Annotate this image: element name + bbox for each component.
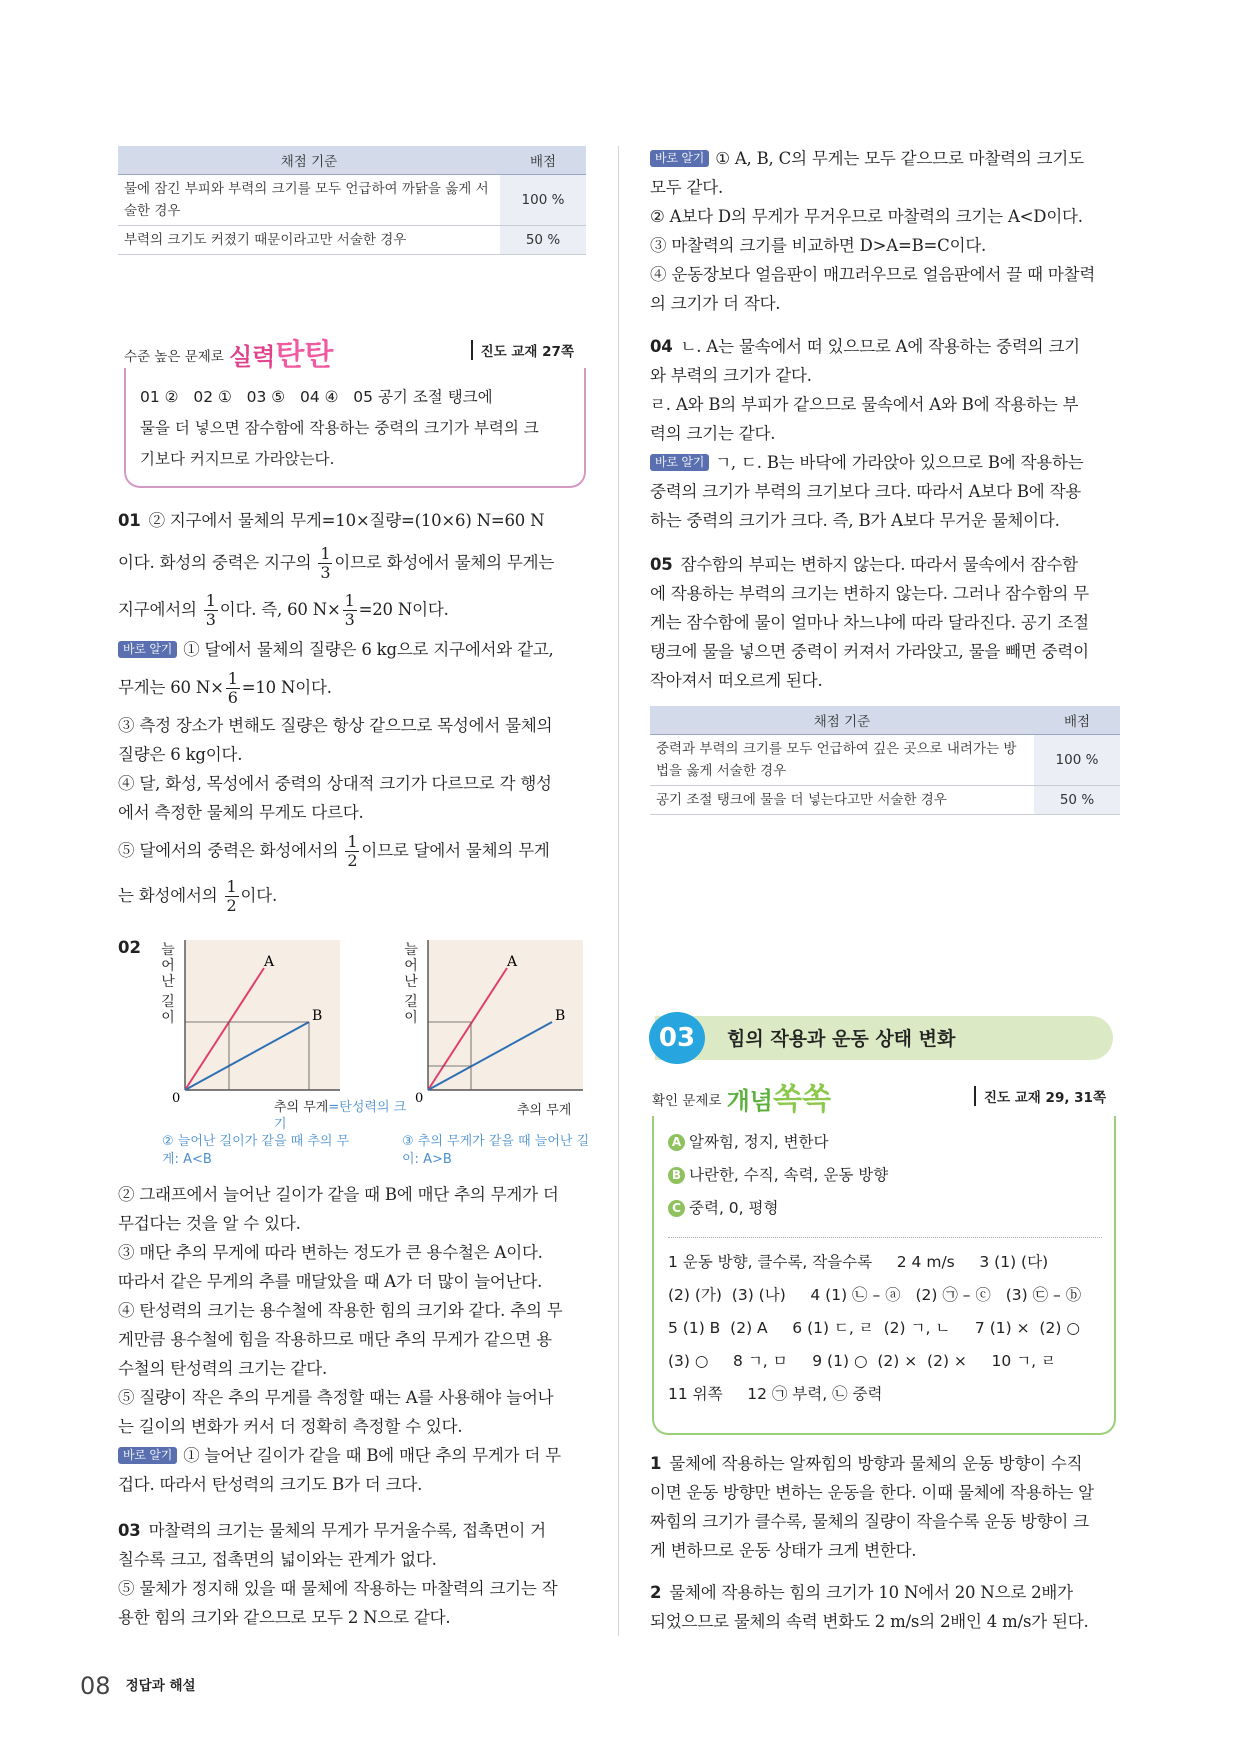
- answer-row: (3) ○ 8 ㄱ, ㅁ 9 (1) ○ (2) × (2) × 10 ㄱ, ㄹ: [668, 1352, 1056, 1370]
- text-line: 칠수록 크고, 접촉면의 넓이와는 관계가 없다.: [118, 1550, 437, 1569]
- text-line: 는 길이의 변화가 커서 더 정확히 측정할 수 있다.: [118, 1417, 463, 1436]
- text-line: 무게는 60 N×: [118, 678, 224, 697]
- section-badge: 03: [649, 1012, 705, 1064]
- text-line: 게만큼 용수철에 힘을 작용하므로 매단 추의 무게가 같으면 용: [118, 1330, 552, 1349]
- text-line: 수철의 탄성력의 크기는 같다.: [118, 1359, 328, 1378]
- correction-tag: 바로 알기: [118, 641, 177, 658]
- question-03-continued: [650, 144, 1120, 318]
- question-number: 05: [650, 555, 673, 574]
- section-header-concept: [652, 1074, 1114, 1117]
- graph-1-caption: ② 늘어난 길이가 같을 때 추의 무게: A<B: [162, 1134, 350, 1167]
- graph-2-label-b: B: [555, 1008, 566, 1024]
- question-number: 1: [650, 1454, 662, 1473]
- section-header-skill: [124, 330, 586, 373]
- answer-box-concept: [652, 1116, 1116, 1435]
- text-line: 탱크에 물을 넣으면 중력이 커져서 가라앉고, 물을 빼면 중력이: [650, 642, 1089, 661]
- text-line: ① 달에서 물체의 질량은 6 kg으로 지구에서와 같고,: [183, 640, 554, 659]
- section-title: 힘의 작용과 운동 상태 변화: [727, 1028, 956, 1050]
- graph-1-origin: 0: [172, 1091, 181, 1106]
- text-line: 는 화성에서의: [118, 886, 223, 905]
- question-number: 02: [118, 938, 141, 957]
- text-line: 이다. 즉, 60 N×: [219, 600, 341, 619]
- text-line: ⑤ 물체가 정지해 있을 때 물체에 작용하는 마찰력의 크기는 작: [118, 1579, 558, 1598]
- graph-1-x-label: 추의 무게=탄성력의 크기: [274, 1100, 407, 1132]
- text-line: ③ 마찰력의 크기를 비교하면 D>A=B=C이다.: [650, 236, 987, 255]
- text-line: ⑤ 질량이 작은 추의 무게를 측정할 때는 A를 사용해야 늘어나: [118, 1388, 554, 1407]
- text-line: 이다. 화성의 중력은 지구의: [118, 553, 317, 572]
- question-number: 01: [118, 511, 141, 530]
- text-line: ③ 측정 장소가 변해도 질량은 항상 같으므로 목성에서 물체의: [118, 716, 553, 735]
- text-line: 하는 중력의 크기가 크다. 즉, B가 A보다 무거운 물체이다.: [650, 511, 1060, 530]
- text-line: 짜힘의 크기가 클수록, 물체의 질량이 작을수록 운동 방향이 크: [650, 1512, 1089, 1531]
- textbook-ref: 진도 교재 29, 31쪽: [974, 1086, 1106, 1106]
- text-line: 에서 측정한 물체의 무게도 다르다.: [118, 803, 364, 822]
- text-line: 질량은 6 kg이다.: [118, 745, 243, 764]
- column-divider: [618, 146, 619, 1636]
- text-line: 이다.: [240, 886, 278, 905]
- text-line: ① A, B, C의 무게는 모두 같으므로 마찰력의 크기도: [715, 149, 1084, 168]
- text-line: 게 변하므로 운동 상태가 크게 변한다.: [650, 1541, 917, 1560]
- text-line: 게는 잠수함에 물이 얼마나 차느냐에 따라 달라진다. 공기 조절: [650, 613, 1089, 632]
- text-line: ④ 달, 화성, 목성에서 중력의 상대적 크기가 다르므로 각 행성: [118, 774, 552, 793]
- section-prefix: 수준 높은 문제로: [124, 349, 224, 365]
- fraction: $\frac{1}{6}$: [227, 669, 238, 707]
- footer-label: 정답과 해설: [125, 1678, 196, 1694]
- graph-1-y-label: 늘 어 난 길 이: [161, 942, 175, 1026]
- section-title: 개념: [726, 1087, 773, 1115]
- text-line: 이므로 달에서 물체의 무게: [361, 841, 550, 860]
- question-02-explanation: [118, 1180, 586, 1499]
- correction-tag: 바로 알기: [650, 454, 709, 471]
- section-title-em: 쏙쏙: [772, 1082, 831, 1117]
- text-line: ② 그래프에서 늘어난 길이가 같을 때 B에 매단 추의 무게가 더: [118, 1185, 559, 1204]
- text-line: 의 크기가 더 작다.: [650, 294, 781, 313]
- answer-row: 5 (1) B (2) A 6 (1) ㄷ, ㄹ (2) ㄱ, ㄴ 7 (1) × (2) ○: [668, 1319, 1080, 1337]
- text-line: 용한 힘의 크기와 같으므로 모두 2 N으로 같다.: [118, 1608, 451, 1627]
- criteria-cell: 물에 잠긴 부피와 부력의 크기를 모두 언급하여 까닭을 옳게 서술한 경우: [118, 175, 500, 226]
- text-line: 마찰력의 크기는 물체의 무게가 무거울수록, 접촉면이 거: [148, 1521, 546, 1540]
- text-line: ② A보다 D의 무게가 무거우므로 마찰력의 크기는 A<D이다.: [650, 207, 1083, 226]
- question-number: 03: [118, 1521, 141, 1540]
- text-line: ㄴ. A는 물속에서 떠 있으므로 A에 작용하는 중력의 크기: [680, 337, 1080, 356]
- fraction: $\frac{1}{2}$: [347, 832, 358, 870]
- text-line: 물체에 작용하는 힘의 크기가 10 N에서 20 N으로 2배가: [669, 1583, 1073, 1602]
- text-line: 따라서 같은 무게의 추를 매달았을 때 A가 더 많이 늘어난다.: [118, 1272, 543, 1291]
- text-line: 물체에 작용하는 알짜힘의 방향과 물체의 운동 방향이 수직: [669, 1454, 1083, 1473]
- answer-line: 01 ② 02 ① 03 ⑤ 04 ④ 05 공기 조절 탱크에: [140, 388, 493, 406]
- fraction: $\frac{1}{2}$: [226, 877, 237, 915]
- graph-2-y-label: 늘 어 난 길 이: [404, 942, 418, 1026]
- dotted-divider: [668, 1237, 1102, 1238]
- section-title: 실력: [228, 343, 276, 371]
- text-line: 잠수함의 부피는 변하지 않는다. 따라서 물속에서 잠수함: [680, 555, 1078, 574]
- answer-1-explanation: [650, 1449, 1120, 1565]
- text-line: =10 N이다.: [241, 678, 332, 697]
- page-footer: [80, 1672, 196, 1700]
- text-line: 와 부력의 크기가 같다.: [650, 366, 812, 385]
- answer-line: 물을 더 넣으면 잠수함에 작용하는 중력의 크기가 부력의 크: [140, 419, 539, 437]
- text-line: ㄹ. A와 B의 부피가 같으므로 물속에서 A와 B에 작용하는 부: [650, 395, 1079, 414]
- fraction: $\frac{1}{3}$: [320, 544, 331, 582]
- question-01-explanation: [118, 506, 586, 915]
- textbook-ref: 진도 교재 27쪽: [471, 340, 574, 360]
- scoring-table-2: [650, 706, 1120, 815]
- graph-1-label-b: B: [312, 1008, 323, 1024]
- concept-a: A 알짜힘, 정지, 변한다: [668, 1126, 1102, 1159]
- text-line: ④ 운동장보다 얼음판이 매끄러우므로 얼음판에서 끌 때 마찰력: [650, 265, 1096, 284]
- score-cell: 100 %: [1034, 735, 1120, 786]
- graph-2-x-label: 추의 무게: [517, 1103, 572, 1118]
- text-line: 에 작용하는 부력의 크기는 변하지 않는다. 그러나 잠수함의 무: [650, 584, 1089, 603]
- text-line: 되었으므로 물체의 속력 변화도 2 m/s의 2배인 4 m/s가 된다.: [650, 1612, 1089, 1631]
- answer-row: 11 위쪽 12 ㉠ 부력, ㉡ 중력: [668, 1385, 883, 1403]
- correction-tag: 바로 알기: [118, 1447, 177, 1464]
- section-banner: [655, 1016, 1113, 1060]
- correction-tag: 바로 알기: [650, 150, 709, 167]
- text-line: 이면 운동 방향만 변하는 운동을 한다. 이때 물체에 작용하는 알: [650, 1483, 1094, 1502]
- answer-box-skill: [124, 368, 586, 488]
- criteria-cell: 부력의 크기도 커졌기 때문이라고만 서술한 경우: [118, 226, 500, 255]
- concept-c: C 중력, 0, 평형: [668, 1192, 1102, 1225]
- score-cell: 100 %: [500, 175, 586, 226]
- text-line: ⑤ 달에서의 중력은 화성에서의: [118, 841, 344, 860]
- text-line: ② 지구에서 물체의 무게=10×질량=(10×6) N=60 N: [148, 511, 545, 530]
- score-header: 배점: [1034, 706, 1120, 735]
- criteria-cell: 중력과 부력의 크기를 모두 언급하여 깊은 곳으로 내려가는 방법을 옳게 서술한 경우: [650, 735, 1034, 786]
- text-line: 작아져서 떠오르게 된다.: [650, 671, 823, 690]
- page-number: 08: [80, 1672, 111, 1700]
- criteria-header: 채점 기준: [118, 146, 500, 175]
- text-line: ③ 매단 추의 무게에 따라 변하는 정도가 큰 용수철은 A이다.: [118, 1243, 543, 1262]
- text-line: 이므로 화성에서 물체의 무게는: [334, 553, 555, 572]
- text-line: ④ 탄성력의 크기는 용수철에 작용한 힘의 크기와 같다. 추의 무: [118, 1301, 563, 1320]
- graph-2-caption: ③ 추의 무게가 같을 때 늘어난 길이: A>B: [402, 1134, 590, 1167]
- answer-line: 기보다 커지므로 가라앉는다.: [140, 450, 335, 468]
- text-line: 력의 크기는 같다.: [650, 424, 776, 443]
- score-cell: 50 %: [1034, 786, 1120, 815]
- section-prefix: 확인 문제로: [652, 1093, 722, 1109]
- graph-2-origin: 0: [415, 1091, 424, 1106]
- scoring-table-1: [118, 146, 586, 255]
- criteria-cell: 공기 조절 탱크에 물을 더 넣는다고만 서술한 경우: [650, 786, 1034, 815]
- question-03-explanation: [118, 1516, 586, 1632]
- graph-1-label-a: A: [264, 954, 275, 970]
- graph-2-label-a: A: [507, 954, 518, 970]
- score-cell: 50 %: [500, 226, 586, 255]
- text-line: 중력의 크기가 부력의 크기보다 크다. 따라서 A보다 B에 작용: [650, 482, 1082, 501]
- text-line: 겁다. 따라서 탄성력의 크기도 B가 더 크다.: [118, 1475, 423, 1494]
- text-line: ㄱ, ㄷ. B는 바닥에 가라앉아 있으므로 B에 작용하는: [715, 453, 1084, 472]
- fraction: $\frac{1}{3}$: [344, 591, 355, 629]
- concept-b: B 나란한, 수직, 속력, 운동 방향: [668, 1159, 1102, 1192]
- criteria-header: 채점 기준: [650, 706, 1034, 735]
- text-line: =20 N이다.: [358, 600, 449, 619]
- fraction: $\frac{1}{3}$: [205, 591, 216, 629]
- score-header: 배점: [500, 146, 586, 175]
- question-05-explanation: [650, 550, 1120, 695]
- text-line: 무겁다는 것을 알 수 있다.: [118, 1214, 301, 1233]
- text-line: ① 늘어난 길이가 같을 때 B에 매단 추의 무게가 더 무: [183, 1446, 561, 1465]
- section-title-em: 탄탄: [275, 338, 334, 373]
- answer-row: (2) (가) (3) (나) 4 (1) ㉡ – ⓐ (2) ㉠ – ⓒ (3) ㉢ – ⓑ: [668, 1286, 1082, 1304]
- question-number: 2: [650, 1583, 662, 1602]
- answer-2-explanation: [650, 1578, 1120, 1636]
- question-number: 04: [650, 337, 673, 356]
- question-04-explanation: [650, 332, 1120, 535]
- answer-row: 1 운동 방향, 클수록, 작을수록 2 4 m/s 3 (1) (다): [668, 1253, 1049, 1271]
- text-line: 지구에서의: [118, 600, 202, 619]
- text-line: 모두 같다.: [650, 178, 724, 197]
